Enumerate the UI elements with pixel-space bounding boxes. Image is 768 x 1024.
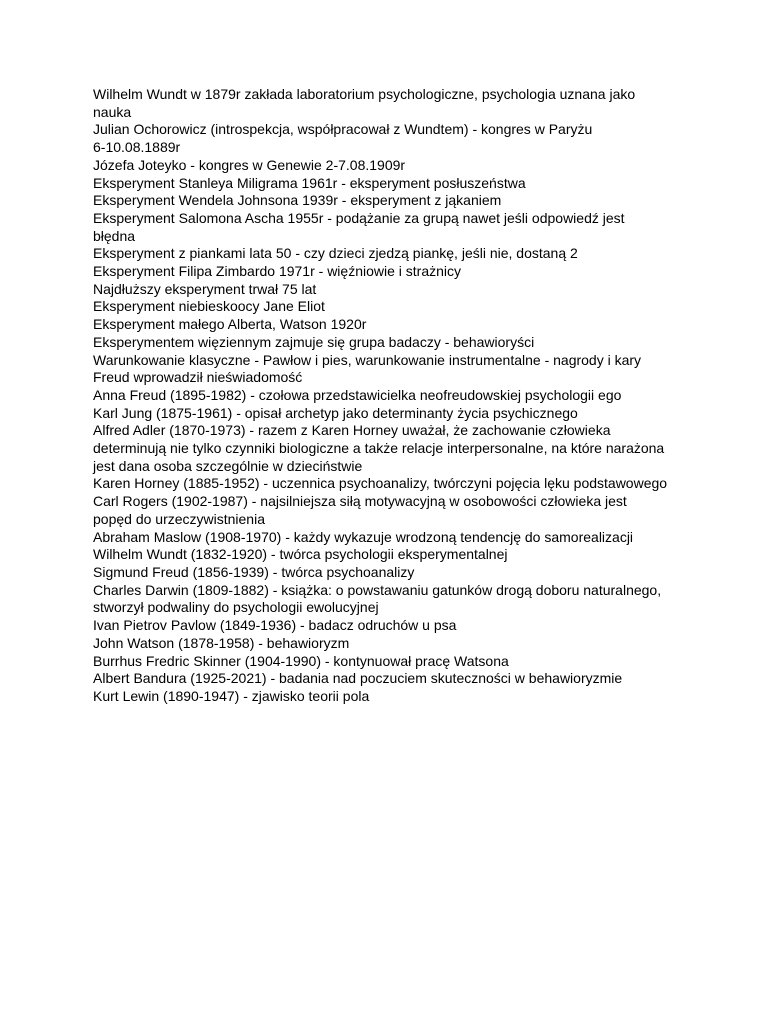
text-line: Anna Freud (1895-1982) - czołowa przedstawicielka neofreudowskiej psychologii ego: [93, 386, 622, 403]
text-line: błędna: [93, 227, 136, 244]
text-line: Eksperyment Salomona Ascha 1955r - podążanie za grupą nawet jeśli odpowiedź jest: [93, 209, 625, 226]
text-line: Eksperyment małego Alberta, Watson 1920r: [93, 316, 367, 333]
text-line: stworzył podwaliny do psychologii ewolucyjnej: [93, 599, 379, 616]
text-line: Kurt Lewin (1890-1947) - zjawisko teorii pola: [93, 687, 370, 704]
text-line: Charles Darwin (1809-1882) - książka: o powstawaniu gatunków drogą doboru naturalnego,: [93, 581, 662, 598]
text-line: Sigmund Freud (1856-1939) - twórca psychoanalizy: [93, 563, 415, 580]
text-line: Warunkowanie klasyczne - Pawłow i pies, warunkowanie instrumentalne - nagrody i kary: [93, 351, 642, 368]
text-line: determinują nie tylko czynniki biologiczne a także relacje interpersonalne, na które narażona: [93, 440, 665, 457]
text-line: Eksperyment z piankami lata 50 - czy dzieci zjedzą piankę, jeśli nie, dostaną 2: [93, 245, 578, 262]
text-line: John Watson (1878-1958) - behawioryzm: [93, 634, 350, 651]
text-line: Freud wprowadził nieświadomość: [93, 369, 303, 386]
document-body: [93, 86, 693, 706]
text-line: Burrhus Fredric Skinner (1904-1990) - kontynuował pracę Watsona: [93, 652, 509, 669]
text-line: Ivan Pietrov Pavlow (1849-1936) - badacz odruchów u psa: [93, 617, 457, 634]
text-line: 6-10.08.1889r: [93, 139, 181, 156]
text-line: popęd do urzeczywistnienia: [93, 510, 265, 527]
text-line: Carl Rogers (1902-1987) - najsilniejsza siłą motywacyjną w osobowości człowieka jest: [93, 493, 627, 510]
text-line: Abraham Maslow (1908-1970) - każdy wykazuje wrodzoną tendencję do samorealizacji: [93, 528, 634, 545]
text-line: Józefa Joteyko - kongres w Genewie 2-7.08.1909r: [93, 156, 406, 173]
text-line: Eksperyment niebieskoocy Jane Eliot: [93, 298, 325, 315]
text-line: Julian Ochorowicz (introspekcja, współpracował z Wundtem) - kongres w Paryżu: [93, 121, 593, 138]
text-line: Eksperyment Wendela Johnsona 1939r - eksperyment z jąkaniem: [93, 192, 502, 209]
text-line: Alfred Adler (1870-1973) - razem z Karen Horney uważał, że zachowanie człowieka: [93, 422, 611, 439]
text-line: Wilhelm Wundt (1832-1920) - twórca psychologii eksperymentalnej: [93, 546, 508, 563]
text-line: jest dana osoba szczególnie w dzieciństwie: [93, 457, 363, 474]
text-line: Wilhelm Wundt w 1879r zakłada laboratorium psychologiczne, psychologia uznana jako: [93, 86, 636, 102]
text-line: nauka: [93, 103, 132, 120]
text-line: Karen Horney (1885-1952) - uczennica psychoanalizy, twórczyni pojęcia lęku podstawowego: [93, 475, 668, 492]
text-line: Eksperymentem więziennym zajmuje się grupa badaczy - behawioryści: [93, 333, 535, 350]
text-line: Eksperyment Stanleya Miligrama 1961r - eksperyment posłuszeństwa: [93, 174, 526, 191]
text-line: Karl Jung (1875-1961) - opisał archetyp jako determinanty życia psychicznego: [93, 404, 578, 421]
text-line: Eksperyment Filipa Zimbardo 1971r - więźniowie i strażnicy: [93, 263, 462, 280]
text-line: Najdłuższy eksperyment trwał 75 lat: [93, 280, 317, 297]
text-line: Albert Bandura (1925-2021) - badania nad poczuciem skuteczności w behawioryzmie: [93, 670, 623, 687]
